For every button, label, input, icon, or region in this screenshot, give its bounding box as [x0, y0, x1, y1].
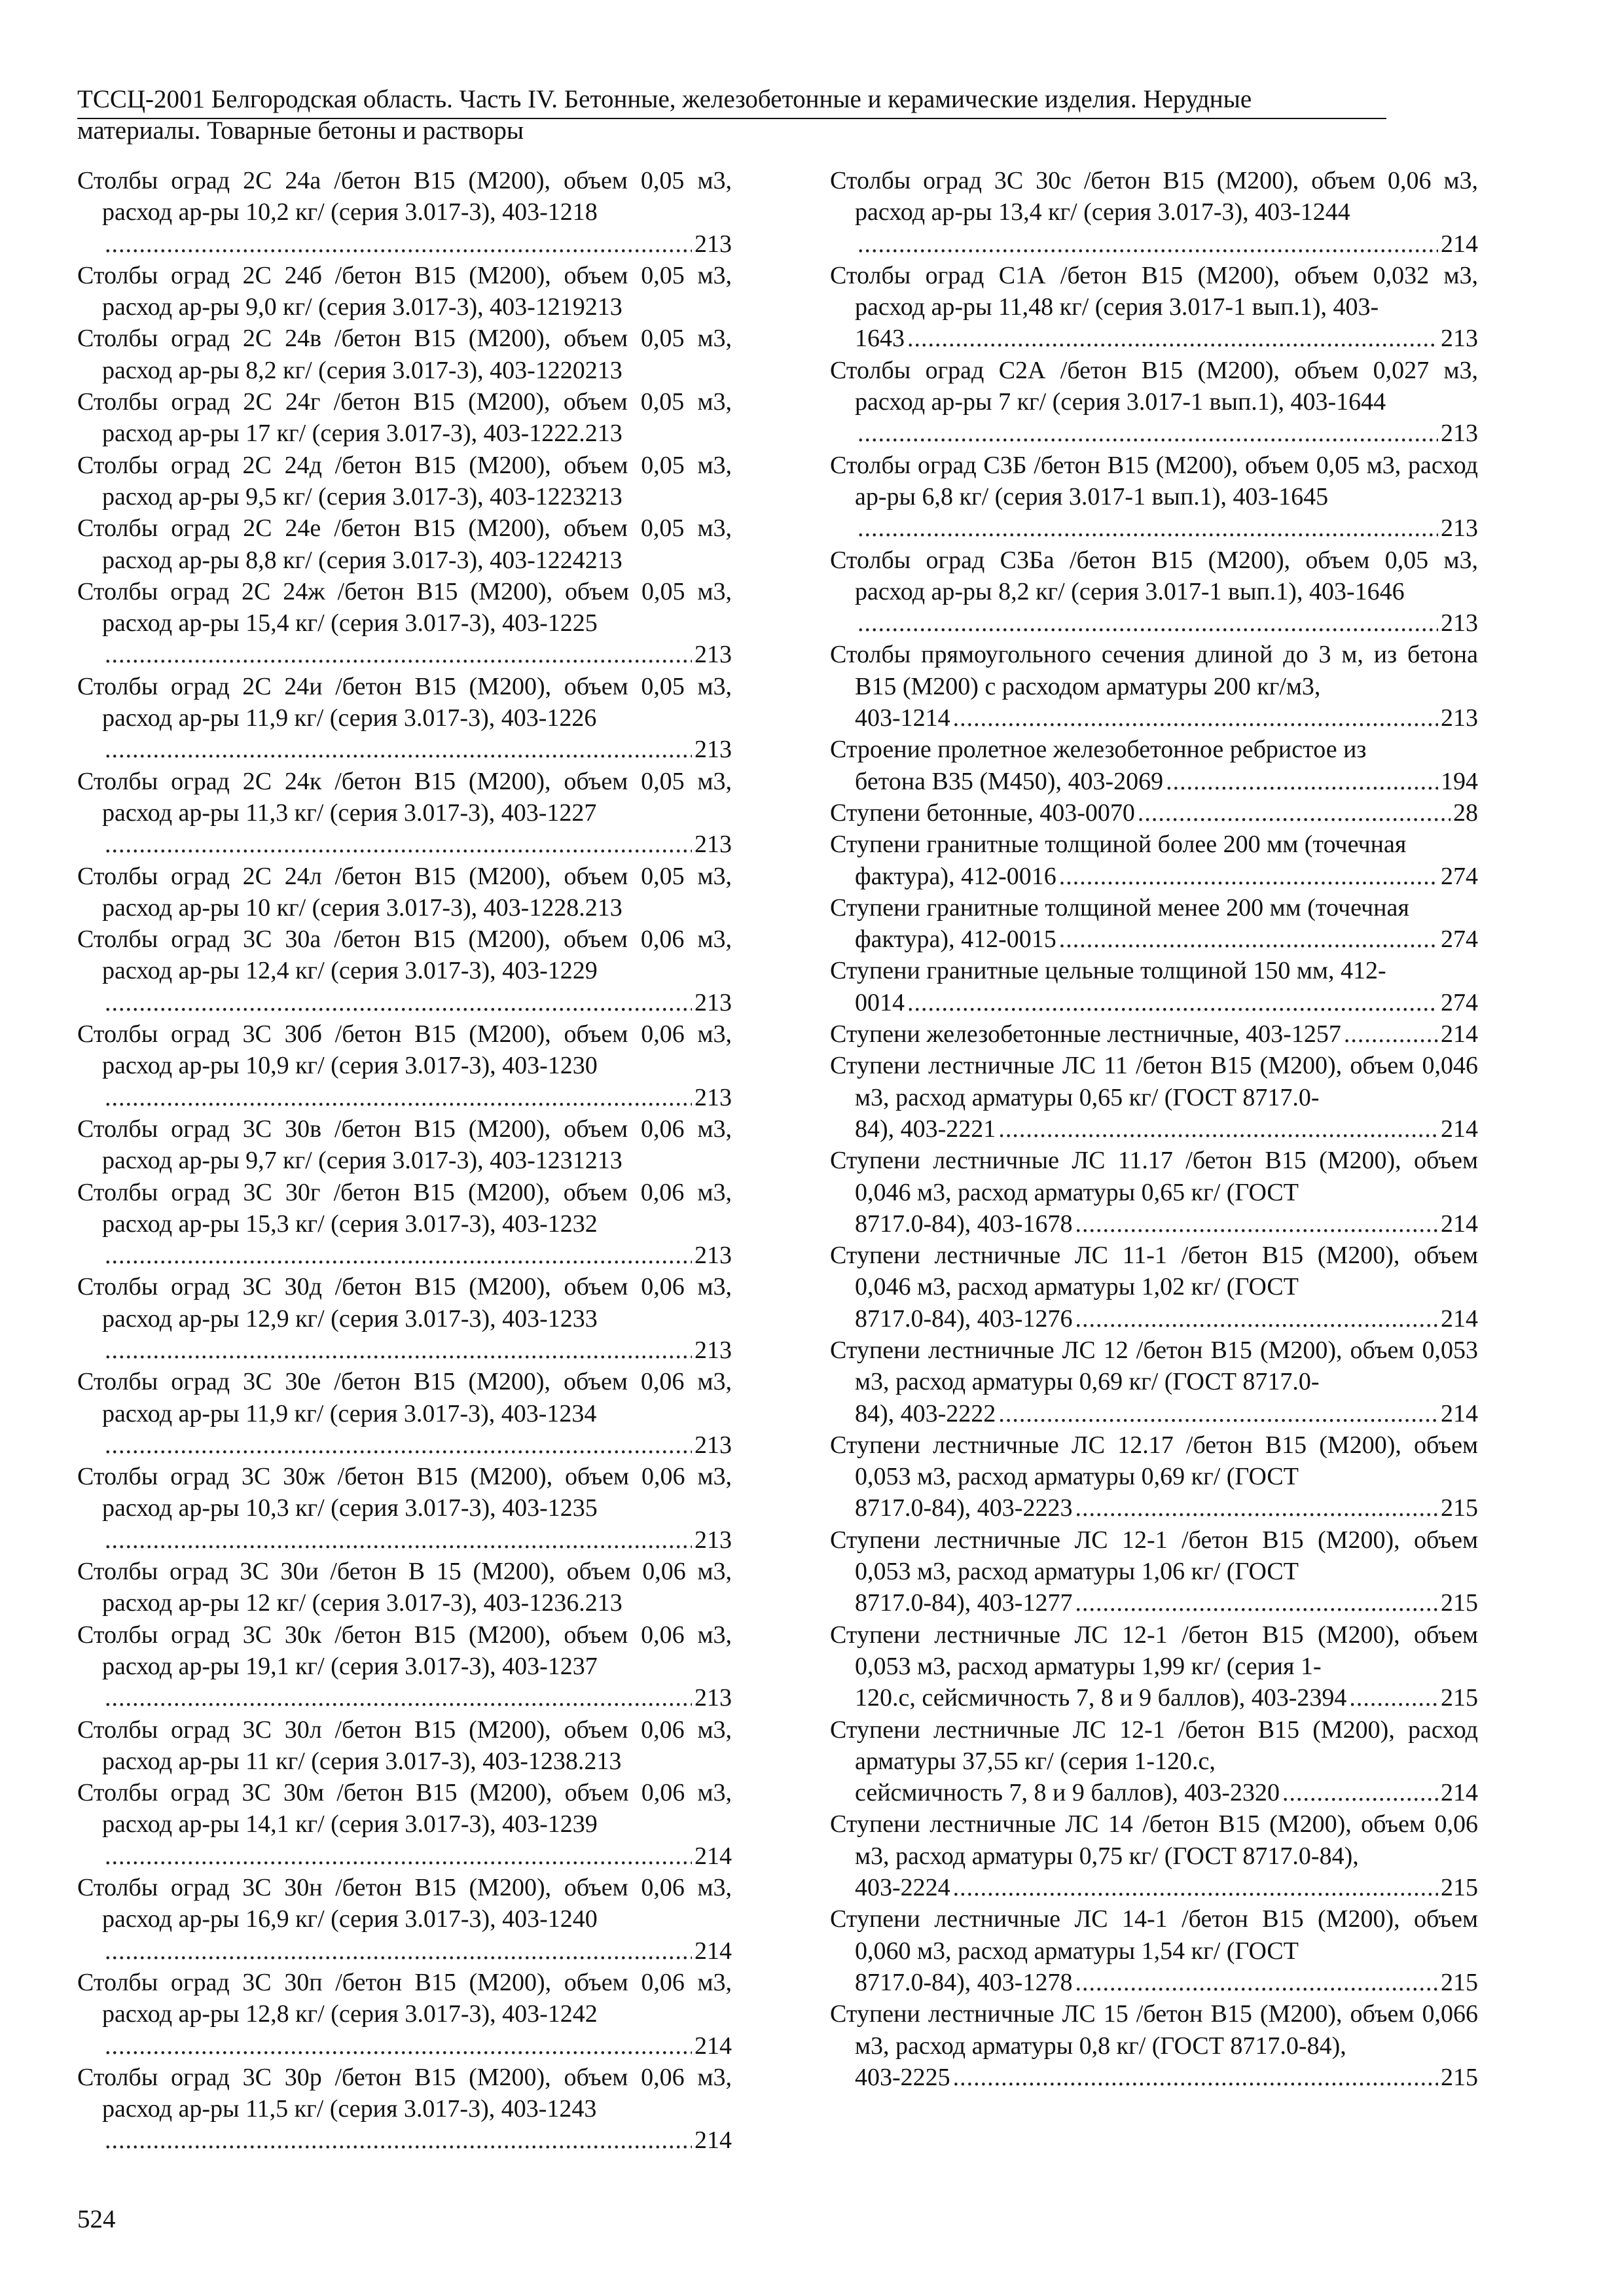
- entry-page-number: 213: [695, 641, 732, 669]
- leader-dots: [1282, 1777, 1438, 1808]
- entry-text: Столбы оград 2С 24д /бетон В15 (М200), объем 0,05 м3, расход ар-ры 9,5 кг/ (серия 3.017-3), 403-1223213: [77, 451, 732, 511]
- entry-text: Ступени лестничные ЛС 12-1 /бетон В15 (М200), объем 0,053 м3, расход арматуры 1,99 кг/ (серия 1-: [830, 1621, 1478, 1680]
- header-rule: [77, 118, 1386, 119]
- index-entry: [830, 1524, 1478, 1619]
- entry-page-number: 215: [1441, 2063, 1478, 2091]
- entry-ref-text: 403-2225: [855, 2063, 950, 2091]
- entry-page-number: 213: [695, 1242, 732, 1270]
- index-entry: [77, 1366, 732, 1461]
- entry-page-number: 213: [1441, 609, 1478, 637]
- entry-page-number: 215: [1441, 1968, 1478, 1996]
- entry-page-number: 213: [695, 1526, 732, 1554]
- entry-page-ref: [830, 1398, 1478, 1429]
- entry-page-number: 213: [695, 988, 732, 1016]
- entry-page-ref: [77, 987, 732, 1018]
- leader-dots: [105, 2030, 692, 2062]
- entry-text: Столбы оград 2С 24л /бетон В15 (М200), объем 0,05 м3, расход ар-ры 10 кг/ (серия 3.017-3), 403-1228.213: [77, 862, 732, 922]
- entry-page-ref: [830, 228, 1478, 260]
- entry-text: Столбы оград 2С 24а /бетон В15 (М200), объем 0,05 м3, расход ар-ры 10,2 кг/ (серия 3.017-3), 403-1218: [77, 167, 732, 226]
- index-entry: [830, 1145, 1478, 1240]
- entry-text: Ступени лестничные ЛС 12-1 /бетон В15 (М200), объем 0,053 м3, расход арматуры 1,06 кг/ (ГОСТ: [830, 1526, 1478, 1586]
- leader-dots: [105, 1335, 692, 1366]
- entry-page-ref: [830, 2062, 1478, 2093]
- entry-page-ref: [830, 1492, 1478, 1524]
- leader-dots: [105, 1682, 692, 1713]
- entry-ref-text: 403-1214: [855, 704, 950, 732]
- leader-dots: [105, 1082, 692, 1113]
- entry-page-ref: [830, 1018, 1478, 1050]
- leader-dots: [857, 228, 1438, 260]
- entry-page-number: 214: [695, 1842, 732, 1870]
- entry-text: Ступени лестничные ЛС 15 /бетон В15 (М200), объем 0,066 м3, расход арматуры 0,8 кг/ (ГОСТ 8717.0-84),: [830, 2000, 1478, 2060]
- entry-page-ref: [77, 1524, 732, 1556]
- leader-dots: [857, 607, 1438, 639]
- index-entry: [830, 450, 1478, 545]
- entry-page-number: 28: [1453, 798, 1478, 827]
- entry-text: Столбы оград 3С 30с /бетон В15 (М200), объем 0,06 м3, расход ар-ры 13,4 кг/ (серия 3.017-3), 403-1244: [830, 167, 1478, 226]
- entry-text: Столбы оград 3С 30в /бетон В15 (М200), объем 0,06 м3, расход ар-ры 9,7 кг/ (серия 3.017-3), 403-1231213: [77, 1115, 732, 1175]
- entry-ref-text: Ступени бетонные, 403-0070: [830, 798, 1135, 827]
- entry-page-ref: [77, 1335, 732, 1366]
- index-entry: [830, 1050, 1478, 1145]
- entry-text: Столбы оград 3С 30р /бетон В15 (М200), объем 0,06 м3, расход ар-ры 11,5 кг/ (серия 3.017-3), 403-1243: [77, 2063, 732, 2123]
- entry-text: Столбы оград 3С 30к /бетон В15 (М200), объем 0,06 м3, расход ар-ры 19,1 кг/ (серия 3.017-3), 403-1237: [77, 1621, 732, 1680]
- leader-dots: [105, 987, 692, 1018]
- entry-page-ref: [77, 829, 732, 860]
- entry-text: Столбы оград С3Ба /бетон В15 (М200), объем 0,05 м3, расход ар-ры 8,2 кг/ (серия 3.017-1 вып.1), 403-1646: [830, 546, 1478, 605]
- entry-text: Столбы оград С2А /бетон В15 (М200), объем 0,027 м3, расход ар-ры 7 кг/ (серия 3.017-1 вып.1), 403-1644: [830, 356, 1478, 416]
- entry-page-number: 214: [1441, 1779, 1478, 1807]
- entry-page-number: 214: [695, 2126, 732, 2155]
- index-entry: [830, 1619, 1478, 1714]
- entry-text: Столбы оград 3С 30м /бетон В15 (М200), объем 0,06 м3, расход ар-ры 14,1 кг/ (серия 3.017-3), 403-1239: [77, 1779, 732, 1839]
- entry-page-number: 274: [1441, 925, 1478, 954]
- index-entry: [77, 1777, 732, 1872]
- entry-ref-text: 120.с, сейсмичность 7, 8 и 9 баллов), 403-2394: [855, 1684, 1347, 1712]
- entry-page-number: 214: [1441, 1399, 1478, 1427]
- leader-dots: [1166, 766, 1438, 797]
- index-entry: [77, 165, 732, 260]
- index-entry: [830, 1335, 1478, 1429]
- index-entry: [77, 576, 732, 671]
- entry-ref-text: Ступени железобетонные лестничные, 403-1257: [830, 1020, 1341, 1049]
- entry-page-number: 194: [1441, 767, 1478, 795]
- index-entry: [830, 1018, 1478, 1050]
- entry-page-ref: [77, 228, 732, 260]
- entry-page-number: 213: [695, 1684, 732, 1712]
- entry-ref-text: фактура), 412-0016: [855, 862, 1056, 890]
- leader-dots: [998, 1113, 1438, 1145]
- entry-page-number: 215: [1441, 1589, 1478, 1617]
- index-entry: [77, 1018, 732, 1113]
- leader-dots: [105, 1935, 692, 1967]
- entry-text: Столбы оград 3С 30г /бетон В15 (М200), объем 0,06 м3, расход ар-ры 15,3 кг/ (серия 3.017-3), 403-1232: [77, 1178, 732, 1238]
- index-entry: [77, 512, 732, 576]
- entry-ref-text: 84), 403-2222: [855, 1399, 996, 1427]
- leader-dots: [857, 418, 1438, 449]
- entry-text: Столбы оград 3С 30б /бетон В15 (М200), объем 0,06 м3, расход ар-ры 10,9 кг/ (серия 3.017-3), 403-1230: [77, 1020, 732, 1080]
- leader-dots: [105, 1840, 692, 1872]
- entry-page-number: 213: [1441, 325, 1478, 353]
- entry-page-number: 213: [1441, 514, 1478, 543]
- leader-dots: [105, 829, 692, 860]
- entry-text: Столбы оград 3С 30а /бетон В15 (М200), объем 0,06 м3, расход ар-ры 12,4 кг/ (серия 3.017-3), 403-1229: [77, 925, 732, 985]
- entry-page-ref: [830, 1872, 1478, 1903]
- entry-text: Столбы оград 3С 30л /бетон В15 (М200), объем 0,06 м3, расход ар-ры 11 кг/ (серия 3.017-3), 403-1238.213: [77, 1715, 732, 1775]
- entry-ref-text: 0014: [855, 988, 905, 1016]
- leader-dots: [1059, 924, 1438, 955]
- entry-text: Столбы оград 3С 30ж /бетон В15 (М200), объем 0,06 м3, расход ар-ры 10,3 кг/ (серия 3.017-3), 403-1235: [77, 1463, 732, 1522]
- index-entry: [830, 955, 1478, 1018]
- index-entry: [77, 924, 732, 1018]
- entry-page-ref: [77, 2125, 732, 2156]
- entry-page-number: 213: [1441, 704, 1478, 732]
- leader-dots: [1059, 861, 1438, 892]
- entry-page-ref: [77, 1429, 732, 1461]
- entry-page-number: 215: [1441, 1494, 1478, 1522]
- page-number: 524: [77, 2205, 116, 2233]
- entry-ref-text: бетона В35 (М450), 403-2069: [855, 767, 1164, 795]
- entry-text: Строение пролетное железобетонное ребристое из: [830, 736, 1367, 764]
- index-entry: [77, 671, 732, 766]
- index-entry: [830, 260, 1478, 355]
- index-entry: [830, 639, 1478, 734]
- index-entry: [830, 545, 1478, 639]
- entry-text: Столбы оград 2С 24г /бетон В15 (М200), объем 0,05 м3, расход ар-ры 17 кг/ (серия 3.017-3), 403-1222.213: [77, 388, 732, 448]
- index-entry: [77, 861, 732, 924]
- entry-text: Ступени лестничные ЛС 11.17 /бетон В15 (М200), объем 0,046 м3, расход арматуры 0,65 кг/ (ГОСТ: [830, 1147, 1478, 1206]
- entry-ref-text: 8717.0-84), 403-1276: [855, 1304, 1073, 1333]
- entry-ref-text: 8717.0-84), 403-2223: [855, 1494, 1073, 1522]
- entry-page-ref: [830, 702, 1478, 734]
- index-column-left: [77, 165, 732, 2157]
- leader-dots: [105, 1524, 692, 1556]
- index-entry: [77, 260, 732, 323]
- leader-dots: [1138, 797, 1451, 829]
- entry-text: Столбы оград 2С 24е /бетон В15 (М200), объем 0,05 м3, расход ар-ры 8,8 кг/ (серия 3.017-3), 403-1224213: [77, 514, 732, 574]
- entry-text: Ступени лестничные ЛС 14-1 /бетон В15 (М200), объем 0,060 м3, расход арматуры 1,54 кг/ (ГОСТ: [830, 1905, 1478, 1965]
- entry-ref-text: 1643: [855, 325, 905, 353]
- entry-page-ref: [77, 1840, 732, 1872]
- entry-ref-text: фактура), 412-0015: [855, 925, 1056, 954]
- entry-page-number: 213: [695, 1336, 732, 1364]
- leader-dots: [953, 2062, 1438, 2093]
- entry-page-ref: [77, 639, 732, 670]
- leader-dots: [907, 323, 1438, 354]
- leader-dots: [857, 512, 1438, 544]
- leader-dots: [1075, 1967, 1438, 1998]
- index-entry: [77, 1714, 732, 1778]
- index-entry: [830, 1240, 1478, 1335]
- entry-page-ref: [830, 1208, 1478, 1240]
- entry-ref-text: 84), 403-2221: [855, 1115, 996, 1143]
- index-column-right: [830, 165, 1478, 2093]
- leader-dots: [907, 987, 1438, 1018]
- leader-dots: [1075, 1303, 1438, 1335]
- entry-text: Ступени лестничные ЛС 14 /бетон В15 (М200), объем 0,06 м3, расход арматуры 0,75 кг/ (ГОСТ 8717.0-84),: [830, 1810, 1478, 1870]
- entry-page-number: 214: [695, 1937, 732, 1965]
- index-entry: [77, 1556, 732, 1619]
- index-entry: [830, 1903, 1478, 1998]
- entry-page-ref: [77, 1082, 732, 1113]
- entry-page-number: 215: [1441, 1684, 1478, 1712]
- entry-page-ref: [830, 323, 1478, 354]
- entry-page-ref: [77, 734, 732, 765]
- leader-dots: [1075, 1587, 1438, 1619]
- entry-page-number: 213: [695, 831, 732, 859]
- entry-page-number: 214: [1441, 1020, 1478, 1049]
- entry-page-ref: [830, 1777, 1478, 1808]
- leader-dots: [953, 1872, 1438, 1903]
- header-line-2: материалы. Товарные бетоны и растворы: [77, 117, 524, 145]
- entry-page-number: 213: [1441, 420, 1478, 448]
- entry-page-number: 213: [695, 1431, 732, 1459]
- entry-page-ref: [830, 607, 1478, 639]
- entry-text: Ступени гранитные толщиной менее 200 мм (точечная: [830, 893, 1409, 922]
- entry-text: Ступени лестничные ЛС 12 /бетон В15 (М200), объем 0,053 м3, расход арматуры 0,69 кг/ (ГОСТ 8717.0-: [830, 1336, 1478, 1396]
- entry-page-ref: [77, 1935, 732, 1967]
- leader-dots: [105, 1240, 692, 1271]
- index-entry: [77, 1113, 732, 1177]
- entry-page-ref: [830, 512, 1478, 544]
- entry-text: Столбы оград 2С 24в /бетон В15 (М200), объем 0,05 м3, расход ар-ры 8,2 кг/ (серия 3.017-3), 403-1220213: [77, 325, 732, 384]
- entry-ref-text: 8717.0-84), 403-1278: [855, 1968, 1073, 1996]
- entry-page-number: 214: [1441, 230, 1478, 258]
- index-entry: [77, 1967, 732, 2062]
- index-entry: [830, 1429, 1478, 1524]
- entry-text: Ступени лестничные ЛС 11 /бетон В15 (М200), объем 0,046 м3, расход арматуры 0,65 кг/ (ГОСТ 8717.0-: [830, 1052, 1478, 1111]
- leader-dots: [1075, 1492, 1438, 1524]
- leader-dots: [953, 702, 1438, 734]
- entry-ref-text: 8717.0-84), 403-1678: [855, 1210, 1073, 1238]
- index-entry: [830, 165, 1478, 260]
- leader-dots: [105, 2125, 692, 2156]
- entry-page-ref: [830, 418, 1478, 449]
- entry-ref-text: сейсмичность 7, 8 и 9 баллов), 403-2320: [855, 1779, 1280, 1807]
- leader-dots: [105, 734, 692, 765]
- leader-dots: [105, 1429, 692, 1461]
- leader-dots: [1349, 1682, 1438, 1713]
- entry-page-ref: [830, 1303, 1478, 1335]
- entry-page-ref: [830, 924, 1478, 955]
- entry-text: Столбы оград 2С 24ж /бетон В15 (М200), объем 0,05 м3, расход ар-ры 15,4 кг/ (серия 3.017-3), 403-1225: [77, 577, 732, 637]
- entry-page-ref: [830, 797, 1478, 829]
- entry-page-number: 213: [695, 1083, 732, 1111]
- entry-text: Столбы оград 3С 30е /бетон В15 (М200), объем 0,06 м3, расход ар-ры 11,9 кг/ (серия 3.017-3), 403-1234: [77, 1368, 732, 1427]
- entry-page-ref: [77, 2030, 732, 2062]
- index-entry: [77, 1619, 732, 1714]
- entry-page-ref: [830, 1967, 1478, 1998]
- entry-page-ref: [830, 1682, 1478, 1713]
- index-entry: [830, 1998, 1478, 2093]
- index-entry: [77, 1271, 732, 1366]
- index-entry: [830, 355, 1478, 450]
- index-entry: [77, 766, 732, 861]
- entry-text: Столбы оград 2С 24б /бетон В15 (М200), объем 0,05 м3, расход ар-ры 9,0 кг/ (серия 3.017-3), 403-1219213: [77, 261, 732, 321]
- entry-text: Столбы оград С3Б /бетон В15 (М200), объем 0,05 м3, расход ар-ры 6,8 кг/ (серия 3.017-1 вып.1), 403-1645: [830, 451, 1478, 511]
- entry-page-number: 214: [1441, 1304, 1478, 1333]
- entry-page-number: 274: [1441, 988, 1478, 1016]
- entry-text: Ступени лестничные ЛС 12.17 /бетон В15 (М200), объем 0,053 м3, расход арматуры 0,69 кг/ (ГОСТ: [830, 1431, 1478, 1491]
- entry-page-ref: [830, 1587, 1478, 1619]
- entry-text: Столбы прямоугольного сечения длиной до 3 м, из бетона В15 (М200) с расходом арматуры 200 кг/м3,: [830, 641, 1478, 700]
- index-entry: [77, 2062, 732, 2157]
- entry-text: Ступени гранитные цельные толщиной 150 мм, 412-: [830, 957, 1386, 985]
- index-entry: [77, 1872, 732, 1967]
- entry-text: Столбы оград 3С 30д /бетон В15 (М200), объем 0,06 м3, расход ар-ры 12,9 кг/ (серия 3.017-3), 403-1233: [77, 1273, 732, 1333]
- entry-page-number: 274: [1441, 862, 1478, 890]
- entry-page-number: 214: [695, 2032, 732, 2060]
- index-entry: [830, 1808, 1478, 1903]
- entry-ref-text: 403-2224: [855, 1874, 950, 1902]
- entry-text: Столбы оград 3С 30н /бетон В15 (М200), объем 0,06 м3, расход ар-ры 16,9 кг/ (серия 3.017-3), 403-1240: [77, 1874, 732, 1933]
- index-entry: [830, 797, 1478, 829]
- index-entry: [77, 1177, 732, 1272]
- leader-dots: [998, 1398, 1438, 1429]
- entry-text: Столбы оград 3С 30п /бетон В15 (М200), объем 0,06 м3, расход ар-ры 12,8 кг/ (серия 3.017-3), 403-1242: [77, 1968, 732, 2028]
- entry-page-number: 214: [1441, 1210, 1478, 1238]
- leader-dots: [1075, 1208, 1438, 1240]
- index-entry: [830, 734, 1478, 797]
- entry-page-number: 215: [1441, 1874, 1478, 1902]
- entry-ref-text: 8717.0-84), 403-1277: [855, 1589, 1073, 1617]
- entry-page-ref: [77, 1240, 732, 1271]
- header-line-1: ТССЦ-2001 Белгородская область. Часть IV. Бетонные, железобетонные и керамические изделия. Нерудные: [77, 85, 1252, 113]
- entry-page-number: 213: [695, 736, 732, 764]
- entry-page-ref: [77, 1682, 732, 1713]
- entry-page-ref: [830, 766, 1478, 797]
- entry-page-number: 213: [695, 230, 732, 258]
- index-entry: [830, 829, 1478, 892]
- leader-dots: [105, 639, 692, 670]
- entry-page-number: 214: [1441, 1115, 1478, 1143]
- leader-dots: [1344, 1018, 1438, 1050]
- page-header: [77, 84, 1386, 147]
- index-entry: [77, 386, 732, 450]
- index-entry: [830, 892, 1478, 956]
- entry-text: Ступени гранитные толщиной более 200 мм (точечная: [830, 831, 1407, 859]
- entry-page-ref: [830, 1113, 1478, 1145]
- entry-page-ref: [830, 861, 1478, 892]
- index-entry: [77, 450, 732, 513]
- entry-text: Столбы оград 2С 24к /бетон В15 (М200), объем 0,05 м3, расход ар-ры 11,3 кг/ (серия 3.017-3), 403-1227: [77, 767, 732, 827]
- index-entry: [77, 323, 732, 386]
- entry-text: Ступени лестничные ЛС 12-1 /бетон В15 (М200), расход арматуры 37,55 кг/ (серия 1-120.с,: [830, 1715, 1478, 1775]
- entry-text: Ступени лестничные ЛС 11-1 /бетон В15 (М200), объем 0,046 м3, расход арматуры 1,02 кг/ (ГОСТ: [830, 1242, 1478, 1301]
- index-entry: [830, 1714, 1478, 1809]
- entry-text: Столбы оград С1А /бетон В15 (М200), объем 0,032 м3, расход ар-ры 11,48 кг/ (серия 3.017-1 вып.1), 403-: [830, 261, 1478, 321]
- entry-text: Столбы оград 3С 30и /бетон В 15 (М200), объем 0,06 м3, расход ар-ры 12 кг/ (серия 3.017-3), 403-1236.213: [77, 1558, 732, 1617]
- entry-page-ref: [830, 987, 1478, 1018]
- index-entry: [77, 1461, 732, 1556]
- entry-text: Столбы оград 2С 24и /бетон В15 (М200), объем 0,05 м3, расход ар-ры 11,9 кг/ (серия 3.017-3), 403-1226: [77, 672, 732, 732]
- leader-dots: [105, 228, 692, 260]
